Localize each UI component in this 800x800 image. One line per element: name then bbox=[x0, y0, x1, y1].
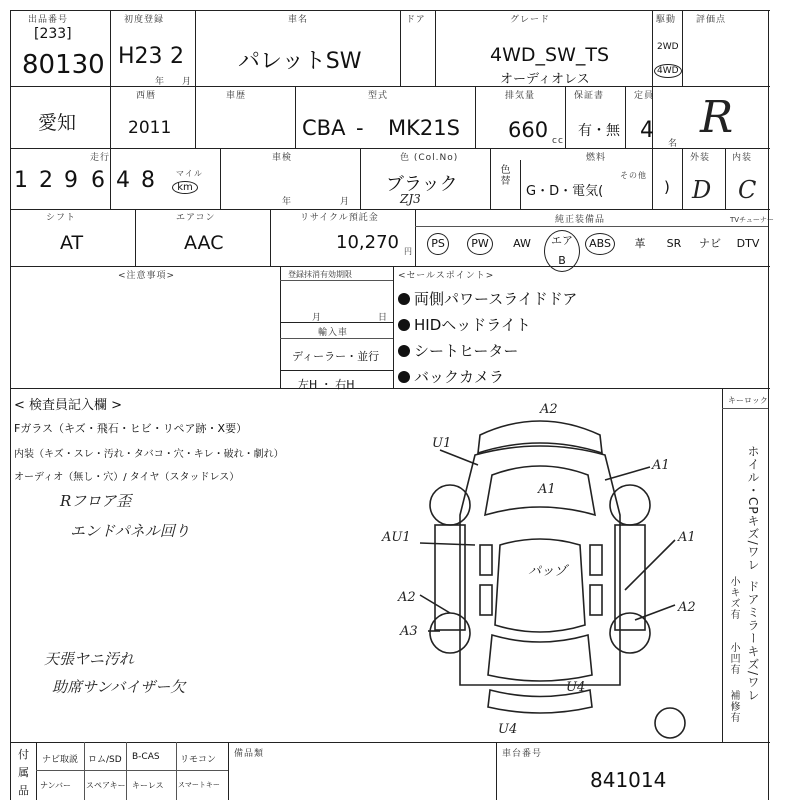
mark-leader bbox=[420, 543, 475, 545]
bullet-icon bbox=[398, 293, 410, 305]
accessory-item: ナンバー bbox=[40, 781, 72, 790]
fuel-options: G・D・電気( bbox=[526, 184, 604, 199]
fuel-other: その他 bbox=[620, 171, 647, 180]
damage-mark: A1 bbox=[678, 530, 696, 545]
hand-note: 天張ヤニ汚れ bbox=[44, 650, 135, 668]
first-reg-label: 初度登録 bbox=[124, 15, 165, 25]
import-label: 輸入車 bbox=[318, 328, 349, 338]
rule-row3 bbox=[10, 209, 770, 210]
interior-label: 内装 bbox=[732, 153, 753, 163]
registration-month: 月 bbox=[312, 313, 323, 323]
mileage-digit: 9 bbox=[64, 168, 78, 193]
drive-2wd: 2WD bbox=[657, 42, 679, 52]
model-dash: - bbox=[356, 116, 364, 140]
mileage-digit: 8 bbox=[141, 168, 155, 193]
rule-v9 bbox=[565, 86, 566, 148]
rule-f3 bbox=[496, 742, 497, 800]
import-type: ディーラー・並行 bbox=[292, 350, 380, 363]
first-reg-era: H23 bbox=[118, 44, 163, 69]
mileage-digit: 6 bbox=[91, 168, 105, 193]
rule-top bbox=[10, 10, 770, 11]
color-label: 色 (Col.No) bbox=[400, 153, 459, 163]
rule-row1 bbox=[10, 86, 770, 87]
grade-sub: オーディオレス bbox=[500, 72, 590, 87]
mileage-digit: 4 bbox=[116, 168, 130, 193]
chassis-label: 車台番号 bbox=[502, 749, 543, 759]
mirror-text: ドアミラーキズ/ワレ bbox=[746, 580, 760, 703]
hand-note: エンドパネル回り bbox=[70, 522, 190, 540]
rule-v1 bbox=[110, 10, 111, 209]
right-front-door bbox=[590, 545, 602, 575]
sales-point bbox=[398, 340, 518, 361]
equipment-item bbox=[544, 230, 580, 267]
rule-v8 bbox=[475, 86, 476, 148]
rule-v14 bbox=[520, 160, 521, 209]
model-code: MK21S bbox=[388, 116, 460, 140]
left-rear-wheel bbox=[430, 613, 470, 653]
rule-v4 bbox=[435, 10, 436, 86]
equipment-item-label: 革 bbox=[634, 237, 646, 250]
handle-side: 左H ・ 右H bbox=[298, 378, 355, 391]
venue-label: 出品番号 bbox=[28, 15, 69, 25]
shift-label: シフト bbox=[46, 213, 77, 223]
accessory-item: スペアキー bbox=[86, 781, 126, 790]
equipment-label: 純正装備品 bbox=[555, 215, 606, 225]
rule-f4 bbox=[36, 770, 228, 771]
damage-mark: A1 bbox=[538, 482, 556, 497]
rule-left bbox=[10, 10, 11, 800]
equipment-item bbox=[622, 230, 658, 258]
front-bumper-outline bbox=[478, 421, 602, 453]
rule-n4 bbox=[280, 370, 393, 371]
month-unit: 月 bbox=[182, 77, 193, 87]
equipment-item-label: ナビ bbox=[699, 237, 721, 250]
inspection-title: < 検査員記入欄 > bbox=[14, 398, 123, 413]
rule-row6 bbox=[10, 742, 770, 743]
mileage-label: 走行 bbox=[90, 153, 111, 163]
rear-window-outline bbox=[488, 635, 592, 681]
mark-leader bbox=[625, 540, 675, 590]
rule-v19 bbox=[415, 209, 416, 266]
score-label: 評価点 bbox=[696, 15, 727, 25]
rule-side bbox=[722, 388, 723, 742]
hand-note: 助席サンバイザー欠 bbox=[52, 678, 186, 696]
rule-f5 bbox=[84, 742, 85, 800]
mileage-unit-km: km bbox=[172, 181, 198, 194]
equipment-item bbox=[504, 230, 540, 258]
model-year: 2011 bbox=[128, 118, 172, 138]
footer-left-3: 品 bbox=[18, 784, 29, 797]
rule-f6 bbox=[126, 742, 127, 800]
color: ブラック bbox=[386, 174, 458, 195]
air-conditioner: AAC bbox=[184, 232, 224, 254]
equipment-item-label: エアB bbox=[544, 230, 580, 272]
repair-text: 補修有 bbox=[728, 690, 739, 723]
damage-mark: U4 bbox=[566, 680, 586, 695]
rule-v15 bbox=[682, 148, 683, 209]
audio-line: オーディオ（無し・穴）/ タイヤ（スタッドレス） bbox=[14, 472, 240, 483]
sales-label: <セールスポイント> bbox=[398, 271, 495, 281]
region: 愛知 bbox=[38, 112, 77, 134]
equipment-item bbox=[692, 230, 728, 258]
rule-v21 bbox=[393, 266, 394, 388]
rule-right bbox=[768, 10, 769, 800]
right-rear-door bbox=[590, 585, 602, 615]
inspection-label: 車検 bbox=[272, 153, 293, 163]
color-change-label: 色替 bbox=[498, 164, 509, 186]
shift: AT bbox=[60, 232, 84, 254]
accessory-item: キーレス bbox=[132, 781, 164, 790]
mark-leader bbox=[440, 450, 478, 465]
left-rear-door bbox=[480, 585, 492, 615]
rule-f1 bbox=[36, 742, 37, 800]
registration-label: 登録抹消有効期限 bbox=[288, 270, 352, 279]
sales-point bbox=[398, 366, 504, 387]
warranty-label: 保証書 bbox=[574, 91, 605, 101]
wheel-text: ホイル・CPキズ/ワレ bbox=[746, 445, 760, 572]
recycle-fee: 10,270 bbox=[336, 232, 399, 253]
damage-mark: A3 bbox=[400, 624, 418, 639]
accessory-item: スマートキー bbox=[178, 781, 220, 789]
rule-row5 bbox=[10, 388, 770, 389]
rule-v18 bbox=[270, 209, 271, 266]
equipment-item-label: PW bbox=[467, 233, 493, 255]
caution-label: <注意事項> bbox=[118, 271, 176, 281]
rule-n1 bbox=[280, 280, 393, 281]
sales-point-text: バックカメラ bbox=[414, 368, 505, 386]
rule-v10 bbox=[625, 86, 626, 148]
footer-left-2: 属 bbox=[18, 766, 29, 779]
damage-mark: A2 bbox=[678, 600, 696, 615]
roof-outline bbox=[495, 539, 585, 632]
fuel-label: 燃料 bbox=[586, 153, 607, 163]
car-name-label: 車名 bbox=[288, 15, 309, 25]
equipment-item-label: ABS bbox=[585, 233, 615, 255]
rule-f7 bbox=[176, 742, 177, 800]
equipment-item bbox=[462, 230, 498, 258]
damage-mark: U4 bbox=[498, 722, 518, 737]
history-label: 車歴 bbox=[226, 91, 247, 101]
equipment-item-label: AW bbox=[513, 237, 531, 250]
recycle-label: リサイクル預託金 bbox=[300, 213, 379, 223]
registration-day: 日 bbox=[378, 313, 389, 323]
damage-mark: A1 bbox=[652, 458, 670, 473]
rule-v5 bbox=[652, 10, 653, 209]
equipment-item bbox=[656, 230, 692, 258]
rule-v6 bbox=[682, 10, 683, 86]
exterior-label: 外装 bbox=[690, 153, 711, 163]
seats-label: 定員 bbox=[634, 91, 655, 101]
displacement-label: 排気量 bbox=[505, 91, 536, 101]
interior-line: 内装（キズ・スレ・汚れ・タバコ・穴・キレ・破れ・劇れ） bbox=[14, 449, 284, 460]
rule-v12 bbox=[360, 148, 361, 209]
footer-left-1: 付 bbox=[18, 748, 29, 761]
seats: 4 bbox=[640, 118, 654, 143]
rule-v11 bbox=[220, 148, 221, 209]
inspection-month: 月 bbox=[340, 197, 351, 207]
interior-grade: C bbox=[738, 176, 757, 204]
grade-label: グレード bbox=[510, 15, 551, 25]
damage-mark: AU1 bbox=[382, 530, 411, 545]
keylock-label: キーロック bbox=[728, 396, 768, 405]
exterior-grade: D bbox=[692, 176, 712, 204]
equipment-item bbox=[420, 230, 456, 258]
mark-leader bbox=[605, 467, 650, 480]
car-name: パレットSW bbox=[238, 49, 362, 74]
rule-n2 bbox=[280, 322, 393, 323]
left-front-door bbox=[480, 545, 492, 575]
chassis-number: 841014 bbox=[590, 768, 667, 792]
venue-number: [233] bbox=[34, 26, 72, 42]
car-damage-diagram bbox=[380, 395, 720, 740]
damage-mark: U1 bbox=[432, 436, 452, 451]
model-prefix: CBA bbox=[302, 116, 346, 140]
mileage-digit: 1 bbox=[14, 168, 28, 193]
recycle-unit: 円 bbox=[404, 247, 413, 256]
left-front-wheel bbox=[430, 485, 470, 525]
inspection-year: 年 bbox=[282, 197, 293, 207]
seats-unit: 名 bbox=[668, 139, 679, 149]
goods-label: 備品類 bbox=[234, 749, 265, 759]
rule-n3 bbox=[280, 338, 393, 339]
color-number: ZJ3 bbox=[400, 192, 421, 206]
damage-mark: パッゾ bbox=[528, 564, 568, 579]
mark-leader bbox=[635, 605, 675, 620]
glass-line: Fガラス（キズ・飛石・ヒビ・リペア跡・X要） bbox=[14, 422, 248, 435]
rule-row2 bbox=[10, 148, 770, 149]
grade: 4WD_SW_TS bbox=[490, 44, 610, 66]
sales-point bbox=[398, 288, 577, 309]
displacement-unit: cc bbox=[552, 136, 564, 146]
tv-tuner-label: TVチューナー bbox=[730, 216, 774, 224]
mileage-unit-mile: マイル bbox=[176, 169, 203, 178]
equipment-item-label: DTV bbox=[736, 237, 760, 250]
accessory-item: B-CAS bbox=[132, 752, 160, 762]
mileage-digit: 2 bbox=[39, 168, 53, 193]
rule-equip-head bbox=[415, 226, 768, 227]
year-unit: 年 bbox=[155, 77, 166, 87]
rule-v16 bbox=[725, 148, 726, 209]
rule-row4 bbox=[10, 266, 770, 267]
rule-side-head bbox=[722, 408, 768, 409]
equipment-item bbox=[582, 230, 618, 258]
damage-mark: A2 bbox=[540, 402, 558, 417]
first-reg-month: 2 bbox=[170, 44, 184, 69]
bullet-icon bbox=[398, 371, 410, 383]
year-label: 西暦 bbox=[136, 91, 157, 101]
displacement: 660 bbox=[508, 118, 549, 142]
equipment-item-label: SR bbox=[666, 237, 682, 250]
fuel-close: ) bbox=[664, 178, 670, 196]
small-dent-text: 小凹有 bbox=[728, 642, 739, 675]
sales-point-text: シートヒーター bbox=[414, 342, 519, 360]
lot-number: 80130 bbox=[22, 50, 105, 80]
accessory-item: リモコン bbox=[180, 755, 217, 765]
warranty: 有・無 bbox=[578, 123, 620, 139]
door-label: ドア bbox=[406, 15, 426, 25]
equipment-item-label: PS bbox=[427, 233, 449, 255]
bullet-icon bbox=[398, 319, 410, 331]
drive-label: 駆動 bbox=[656, 15, 677, 25]
model-label: 型式 bbox=[368, 91, 389, 101]
sales-point bbox=[398, 314, 531, 335]
small-scratch-text: 小キズ有 bbox=[728, 576, 739, 620]
right-rear-wheel bbox=[610, 613, 650, 653]
rule-v3 bbox=[400, 10, 401, 86]
damage-mark: A2 bbox=[398, 590, 416, 605]
score: R bbox=[700, 92, 734, 143]
bullet-icon bbox=[398, 345, 410, 357]
equipment-item bbox=[730, 230, 766, 258]
rule-v7 bbox=[295, 86, 296, 148]
sales-point-text: HIDヘッドライト bbox=[414, 316, 531, 334]
ac-label: エアコン bbox=[176, 213, 216, 223]
rule-v13 bbox=[490, 148, 491, 209]
right-front-wheel bbox=[610, 485, 650, 525]
drive-4wd: 4WD bbox=[654, 64, 682, 78]
sales-point-text: 両側パワースライドドア bbox=[414, 290, 578, 308]
rule-v17 bbox=[135, 209, 136, 266]
damage-marks bbox=[381, 402, 696, 737]
accessory-item: ロム/SD bbox=[88, 755, 122, 765]
spare-tire bbox=[655, 708, 685, 738]
accessory-item: ナビ取説 bbox=[42, 755, 79, 765]
hand-note: Rフロア歪 bbox=[60, 492, 132, 510]
rule-v2 bbox=[195, 10, 196, 148]
rule-f2 bbox=[228, 742, 229, 800]
